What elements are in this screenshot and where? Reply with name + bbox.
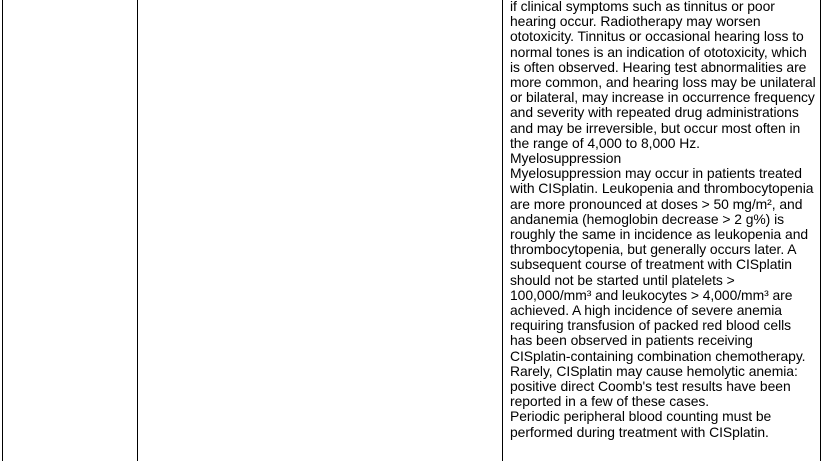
text-line: CISplatin-containing combination chemotherapy.: [510, 347, 806, 364]
text-line: 100,000/mm³ and leukocytes > 4,000/mm³ are: [510, 286, 793, 303]
text-line: or bilateral, may increase in occurrence frequency: [510, 89, 815, 106]
text-line: andanemia (hemoglobin decrease > 2 g%) is: [510, 210, 784, 227]
text-line: with CISplatin. Leukopenia and thrombocytopenia: [510, 180, 814, 197]
text-line: subsequent course of treatment with CISplatin: [510, 256, 792, 273]
text-line: and may be irreversible, but occur most often in: [510, 119, 801, 136]
text-line: thrombocytopenia, but generally occurs later. A: [510, 241, 797, 258]
document-table: [2, 0, 821, 461]
text-line: should not be started until platelets >: [510, 271, 735, 288]
text-line: are more pronounced at doses > 50 mg/m², and: [510, 195, 803, 212]
text-line: positive direct Coomb's test results have been: [510, 378, 791, 395]
text-line: requiring transfusion of packed red blood cells: [510, 317, 792, 334]
text-line: roughly the same in incidence as leukopenia and: [510, 226, 809, 243]
section-heading: Myelosuppression: [510, 150, 622, 167]
text-line: Myelosuppression may occur in patients treated: [510, 165, 802, 182]
table-cell-left: [3, 0, 138, 461]
text-line: performed during treatment with CISplatin.: [510, 423, 769, 440]
text-line: hearing occur. Radiotherapy may worsen: [510, 13, 761, 30]
text-line: Periodic peripheral blood counting must be: [510, 408, 772, 425]
text-line: more common, and hearing loss may be unilateral: [510, 74, 816, 91]
table-cell-right: [503, 0, 821, 461]
table-cell-middle: [138, 0, 503, 461]
cell-paragraph: [503, 0, 820, 440]
text-line: reported in a few of these cases.: [510, 393, 710, 410]
text-line: achieved. A high incidence of severe anemia: [510, 302, 782, 319]
text-line: the range of 4,000 to 8,000 Hz.: [510, 134, 700, 151]
text-line: and severity with repeated drug administrations: [510, 104, 799, 121]
text-line: is often observed. Hearing test abnormalities are: [510, 58, 807, 75]
text-line: normal tones is an indication of ototoxicity, which: [510, 43, 807, 60]
text-line: has been observed in patients receiving: [510, 332, 753, 349]
table-row: [3, 0, 821, 461]
text-line: Rarely, CISplatin may cause hemolytic anemia:: [510, 362, 798, 379]
text-line: if clinical symptoms such as tinnitus or poor: [510, 0, 775, 14]
text-line: ototoxicity. Tinnitus or occasional hearing loss to: [510, 28, 804, 45]
